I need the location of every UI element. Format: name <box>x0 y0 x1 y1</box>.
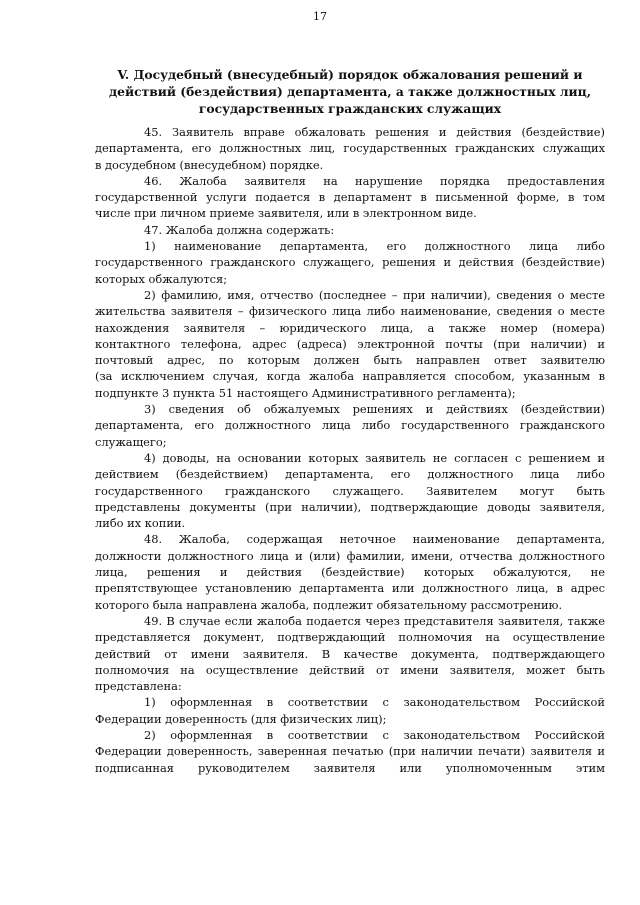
paragraph-line: почтовый адрес, по которым должен быть направлен ответ заявителю <box>95 353 605 368</box>
page-number: 17 <box>313 10 327 23</box>
heading-line: действий (бездействия) департамента, а также должностных лиц, <box>108 84 592 99</box>
paragraph-line: в досудебном (внесудебном) порядке. <box>95 157 324 172</box>
paragraph-line: подписанная руководителем заявителя или уполномоченным этим <box>95 760 605 775</box>
paragraph <box>95 124 605 173</box>
paragraph <box>95 694 605 727</box>
paragraph <box>95 727 605 776</box>
paragraph <box>95 450 605 531</box>
paragraph <box>95 613 605 694</box>
paragraph-line: действием (бездействием) департамента, его должностного лица либо <box>95 467 605 482</box>
paragraph-line: 48. Жалоба, содержащая неточное наименование департамента, <box>144 532 605 547</box>
paragraph-line: которого была направлена жалоба, подлежит обязательному рассмотрению. <box>95 597 563 612</box>
paragraph-line: государственной услуги подается в департамент в письменной форме, в том <box>95 190 605 205</box>
paragraph-line: департамента, его должностного лица либо государственного гражданского <box>95 418 605 433</box>
paragraph-line: 45. Заявитель вправе обжаловать решения и действия (бездействие) <box>144 125 605 139</box>
paragraph-line: лица, решения и действия (бездействие) которых обжалуются, не <box>95 565 605 580</box>
paragraph-line: подпункте 3 пункта 51 настоящего Административного регламента); <box>95 385 516 400</box>
paragraph-line: служащего; <box>95 434 167 449</box>
paragraph-line: 2) оформленная в соответствии с законодательством Российской <box>144 727 605 742</box>
paragraph-line: представлена: <box>95 679 182 694</box>
paragraph <box>95 173 605 222</box>
paragraph-line: представляется документ, подтверждающий полномочия на осуществление <box>95 630 605 645</box>
paragraph-line: государственного гражданского служащего, решения и действия (бездействие) <box>95 255 605 270</box>
paragraph-line: полномочия на осуществление действий от имени заявителя, может быть <box>95 662 605 677</box>
paragraph-line: 47. Жалоба должна содержать: <box>144 222 335 237</box>
paragraph-line: (за исключением случая, когда жалоба направляется способом, указанным в <box>95 369 605 384</box>
paragraph-line: 2) фамилию, имя, отчество (последнее – при наличии), сведения о месте <box>144 287 605 302</box>
paragraph-line: 49. В случае если жалоба подается через представителя заявителя, также <box>144 613 605 628</box>
paragraph-line: департамента, его должностных лиц, государственных гражданских служащих <box>95 141 605 156</box>
paragraph-line: 3) сведения об обжалуемых решениях и действиях (бездействии) <box>144 402 605 417</box>
paragraph-line: 1) наименование департамента, его должностного лица либо <box>144 239 605 254</box>
paragraph-line: представлены документы (при наличии), подтверждающие доводы заявителя, <box>95 499 605 514</box>
paragraph-line: 46. Жалоба заявителя на нарушение порядка предоставления <box>144 173 605 188</box>
paragraph-line: 4) доводы, на основании которых заявитель не согласен с решением и <box>144 450 605 465</box>
paragraph-line: 1) оформленная в соответствии с законодательством Российской <box>144 695 605 710</box>
paragraph-line: действий от имени заявителя. В качестве документа, подтверждающего <box>95 646 605 661</box>
paragraph-line: должности должностного лица и (или) фамилии, имени, отчества должностного <box>95 548 605 563</box>
paragraph-line: которых обжалуются; <box>95 271 228 286</box>
heading-line: V. Досудебный (внесудебный) порядок обжалования решений и <box>117 67 583 82</box>
paragraph-line: Федерации доверенность (для физических лиц); <box>95 711 387 726</box>
section-heading <box>95 66 605 117</box>
paragraph-line: жительства заявителя – физического лица либо наименование, сведения о месте <box>95 304 605 319</box>
paragraph-line: Федерации доверенность, заверенная печатью (при наличии печати) заявителя и <box>95 744 605 759</box>
paragraph <box>95 401 605 450</box>
paragraph-line: либо их копии. <box>95 516 186 531</box>
paragraph-line: препятствующее установлению департамента или должностного лица, в адрес <box>95 581 605 596</box>
paragraph-line: нахождения заявителя – юридического лица, а также номер (номера) <box>95 320 605 335</box>
paragraph <box>95 238 605 287</box>
paragraph-line: контактного телефона, адрес (адреса) электронной почты (при наличии) и <box>95 336 605 351</box>
paragraph <box>95 222 605 238</box>
paragraph <box>95 287 605 401</box>
document-body <box>95 124 605 776</box>
paragraph-line: государственного гражданского служащего. Заявителем могут быть <box>95 483 605 498</box>
paragraph-line: числе при личном приеме заявителя, или в электронном виде. <box>95 206 477 221</box>
paragraph <box>95 531 605 612</box>
heading-line: государственных гражданских служащих <box>198 101 502 116</box>
